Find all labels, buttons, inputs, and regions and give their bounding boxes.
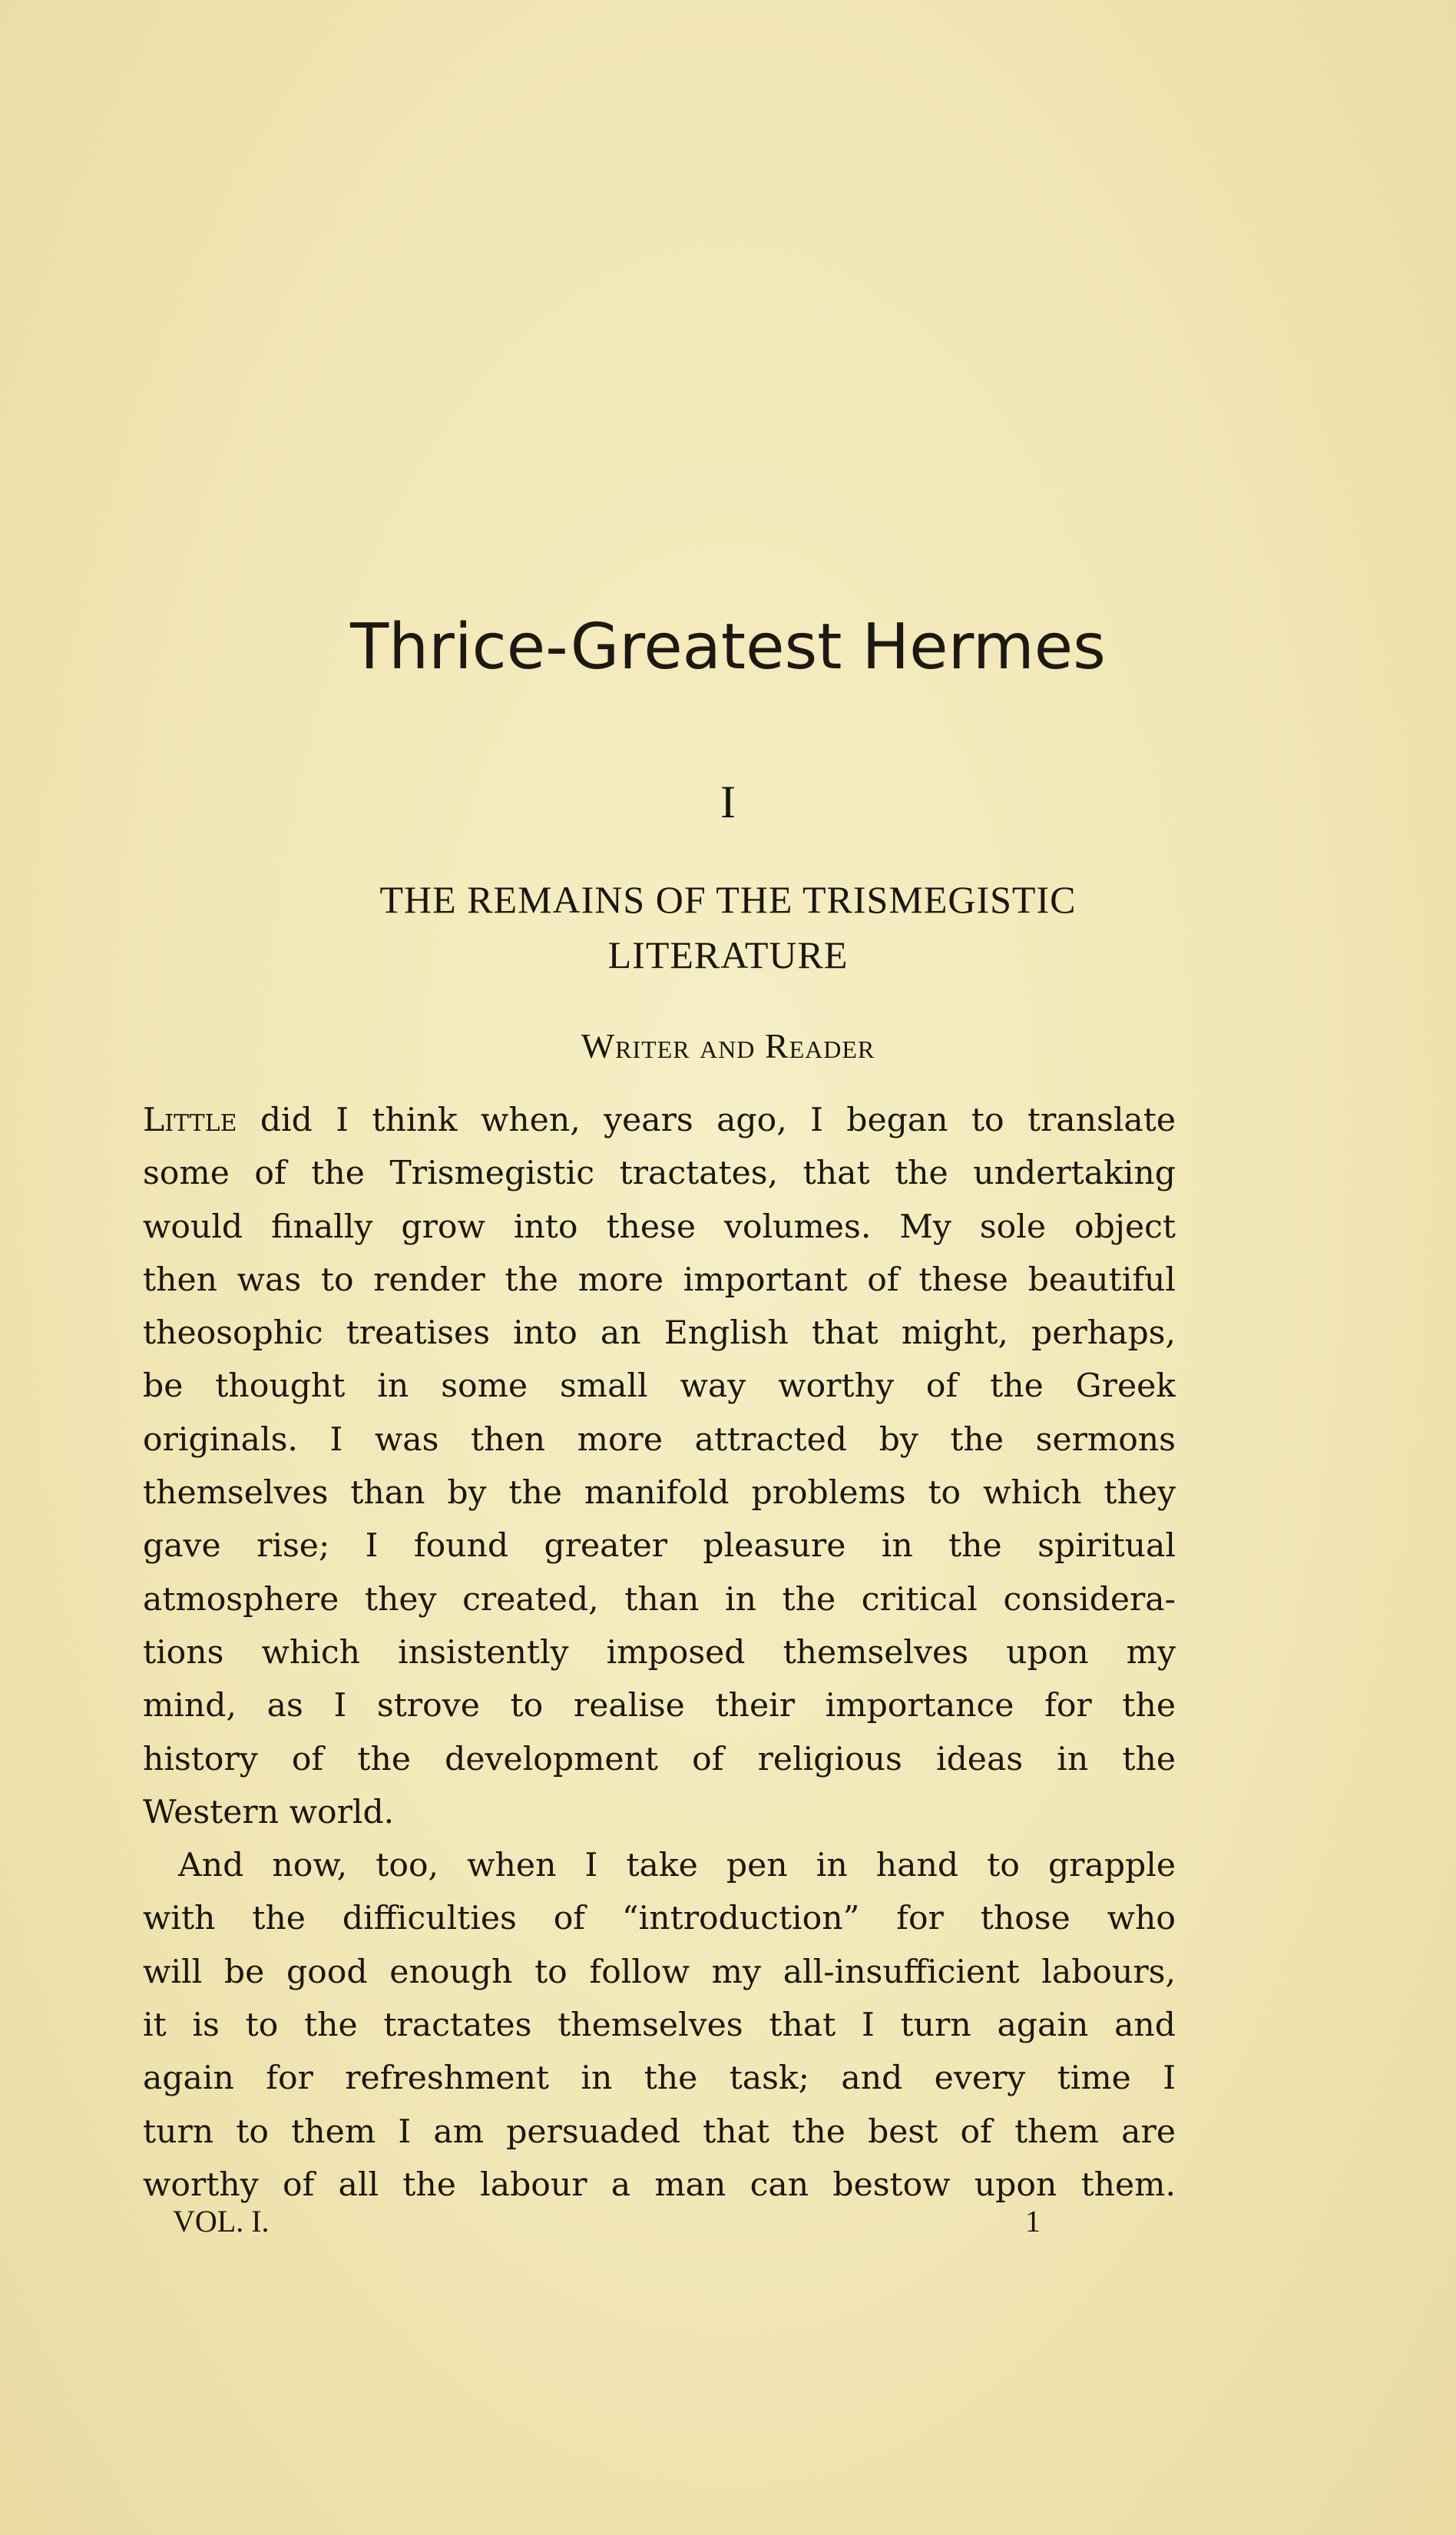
volume-signature: VOL. I.: [173, 2204, 270, 2238]
paragraph-1-line: tions which insistently imposed themselves upon my: [143, 1633, 1176, 1672]
paragraph-2: [143, 1839, 1176, 2212]
paragraph-1-line: gave rise; I found greater pleasure in the spiritual: [143, 1527, 1176, 1566]
paragraph-1-line: be thought in some small way worthy of the Greek: [143, 1367, 1176, 1406]
body-text: [143, 1094, 1176, 2212]
paragraph-1-line: mind, as I strove to realise their importance for the: [143, 1687, 1176, 1725]
paragraph-2-line: will be good enough to follow my all-insufficient labours,: [143, 1953, 1176, 1991]
chapter-title: [0, 872, 1456, 983]
paragraph-1-line: history of the development of religious ideas in the: [143, 1740, 1176, 1778]
paragraph-2-line: with the difficulties of “introduction” for those who: [143, 1900, 1176, 1938]
paragraph-1: [143, 1094, 1176, 1839]
paragraph-1-line-1: [143, 1094, 1176, 1147]
paragraph-1-line: some of the Trismegistic tractates, that the undertaking: [143, 1155, 1176, 1193]
paragraph-1-line-1-rest: did I think when, years ago, I began to translate: [237, 1102, 1176, 1139]
page-number: 1: [1025, 2204, 1041, 2238]
paragraph-2-line: it is to the tractates themselves that I turn again and: [143, 2006, 1176, 2045]
paragraph-2-line: worthy of all the labour a man can bestow upon them.: [143, 2166, 1176, 2204]
drop-word: Little: [143, 1102, 237, 1139]
paragraph-2-line: again for refreshment in the task; and every time I: [143, 2059, 1176, 2098]
chapter-title-line-1: THE REMAINS OF THE TRISMEGISTIC: [379, 878, 1077, 921]
paragraph-1-line: would finally grow into these volumes. My sole object: [143, 1208, 1176, 1246]
paragraph-1-line: atmosphere they created, than in the critical considera-: [143, 1580, 1176, 1619]
section-heading: Writer and Reader: [581, 1026, 875, 1065]
paragraph-1-line: Western world.: [143, 1793, 395, 1831]
paragraph-2-line: turn to them I am persuaded that the best of them are: [143, 2112, 1176, 2151]
paragraph-1-line: originals. I was then more attracted by the sermons: [143, 1420, 1176, 1459]
paragraph-1-line: then was to render the more important of these beautiful: [143, 1261, 1176, 1299]
paragraph-2-line: And now, too, when I take pen in hand to grapple: [178, 1847, 1176, 1885]
paragraph-1-line: themselves than by the manifold problems to which they: [143, 1474, 1176, 1513]
chapter-title-line-2: LITERATURE: [607, 933, 849, 976]
book-title: Thrice-Greatest Hermes: [350, 611, 1106, 684]
chapter-number: I: [720, 777, 736, 827]
paragraph-1-line: theosophic treatises into an English that might, perhaps,: [143, 1314, 1176, 1353]
